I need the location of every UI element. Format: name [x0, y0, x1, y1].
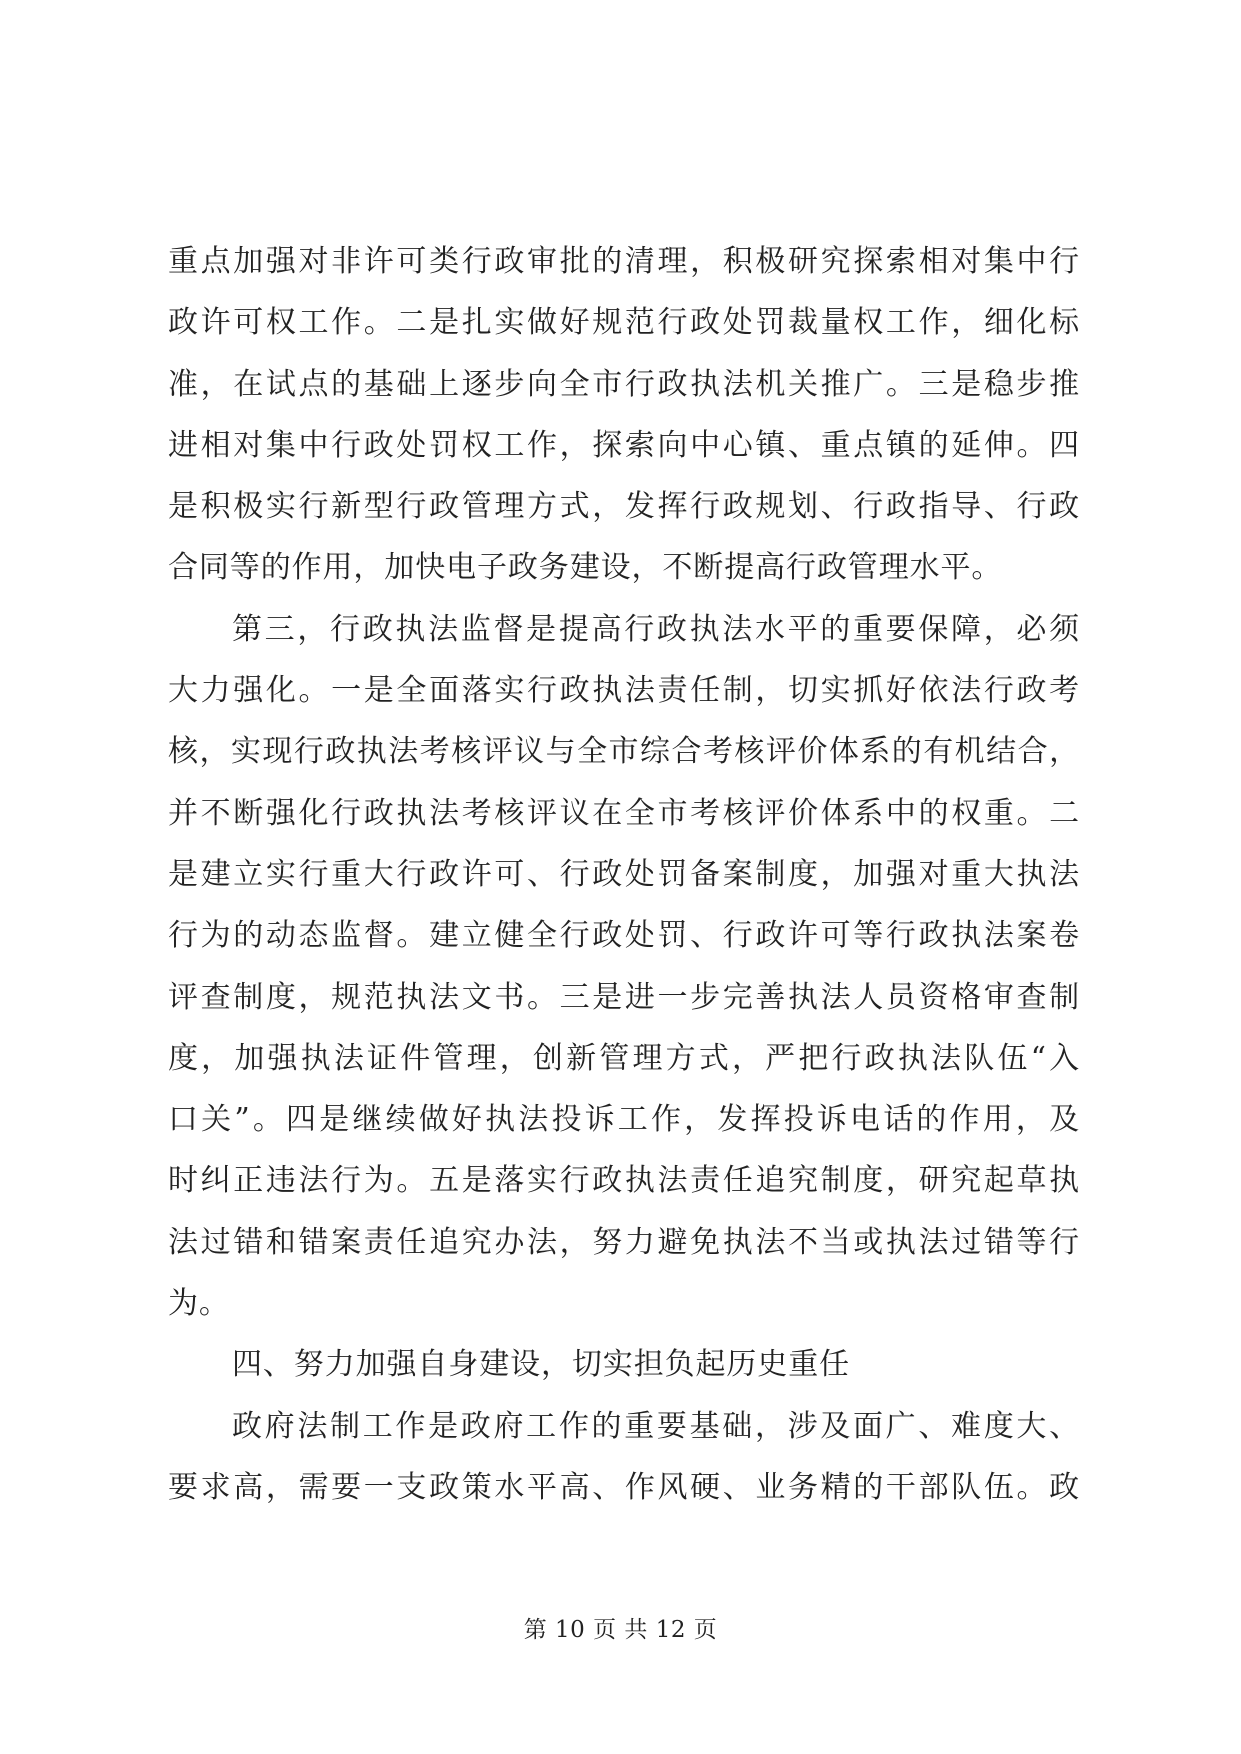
text-line: 口关”。四是继续做好执法投诉工作，发挥投诉电话的作用，及 [168, 1102, 1080, 1138]
text-line: 是积极实行新型行政管理方式，发挥行政规划、行政指导、行政 [168, 489, 1080, 525]
page-number-footer: 第 10 页 共 12 页 [523, 1617, 718, 1643]
document-body [168, 231, 1080, 1518]
text-line: 度，加强执法证件管理，创新管理方式，严把行政执法队伍“入 [168, 1040, 1080, 1076]
section-heading: 四、努力加强自身建设，切实担负起历史重任 [232, 1347, 850, 1383]
text-line: 法过错和错案责任追究办法，努力避免执法不当或执法过错等行 [168, 1224, 1080, 1260]
text-line: 为。 [168, 1286, 230, 1322]
text-line: 大力强化。一是全面落实行政执法责任制，切实抓好依法行政考 [168, 673, 1080, 709]
text-line: 评查制度，规范执法文书。三是进一步完善执法人员资格审查制 [168, 979, 1080, 1015]
text-line: 重点加强对非许可类行政审批的清理，积极研究探索相对集中行 [168, 244, 1080, 279]
text-line: 是建立实行重大行政许可、行政处罚备案制度，加强对重大执法 [168, 856, 1080, 892]
text-line: 并不断强化行政执法考核评议在全市考核评价体系中的权重。二 [168, 795, 1080, 831]
text-line: 合同等的作用，加快电子政务建设，不断提高行政管理水平。 [168, 550, 1003, 586]
text-line: 要求高，需要一支政策水平高、作风硬、业务精的干部队伍。政 [168, 1469, 1080, 1505]
text-line: 进相对集中行政处罚权工作，探索向中心镇、重点镇的延伸。四 [168, 427, 1080, 463]
text-line: 核，实现行政执法考核评议与全市综合考核评价体系的有机结合， [168, 734, 1080, 770]
text-line: 时纠正违法行为。五是落实行政执法责任追究制度，研究起草执 [168, 1163, 1080, 1199]
text-line: 政许可权工作。二是扎实做好规范行政处罚裁量权工作，细化标 [168, 305, 1080, 341]
text-line: 政府法制工作是政府工作的重要基础，涉及面广、难度大、 [232, 1408, 1080, 1444]
text-line: 准，在试点的基础上逐步向全市行政执法机关推广。三是稳步推 [168, 366, 1080, 402]
text-line: 行为的动态监督。建立健全行政处罚、行政许可等行政执法案卷 [168, 918, 1080, 954]
text-line: 第三，行政执法监督是提高行政执法水平的重要保障，必须 [232, 611, 1080, 647]
